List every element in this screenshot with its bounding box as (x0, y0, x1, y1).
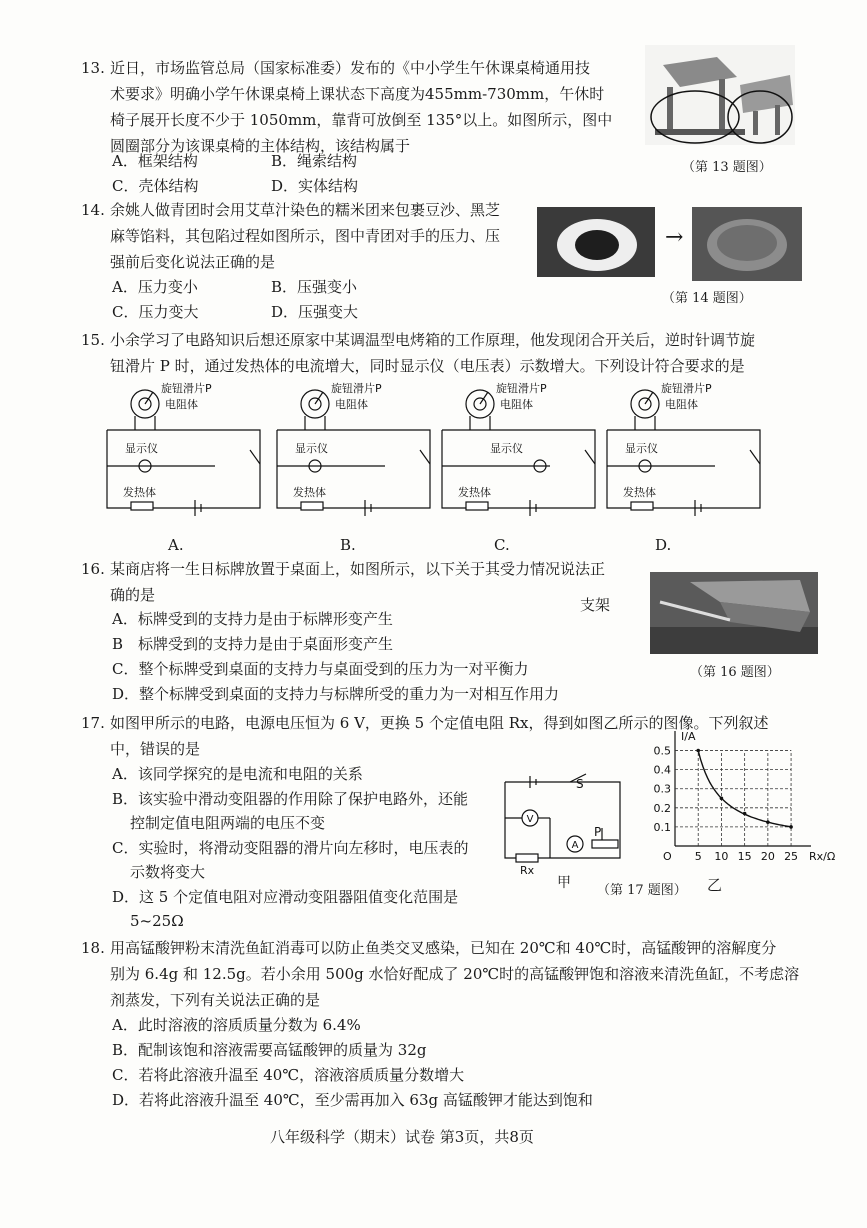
heater-label: 发热体 (623, 486, 656, 499)
switch-lever (420, 450, 430, 464)
resistor-label: 电阻体 (165, 398, 198, 411)
q18-option-d: D．若将此溶液升温至 40℃，至少需再加入 63g 高锰酸钾才能达到饱和 (112, 1091, 593, 1109)
q13-desk-chair-photo (645, 45, 795, 145)
q16-stand-label: 支架 (580, 596, 611, 614)
q17-option-a: A．该同学探究的是电流和电阻的关系 (112, 765, 363, 783)
q13-line-1: 近日，市场监管总局（国家标准委）发布的《中小学生午休课桌椅通用技 (110, 59, 591, 77)
q14-line-3: 强前后变化说法正确的是 (110, 253, 276, 271)
slider-label: 旋钮滑片P (331, 382, 382, 395)
switch-label: S (576, 777, 584, 791)
q15-option-c: C. (494, 536, 510, 554)
heater-resistor (631, 502, 653, 510)
q18-line-1: 用高锰酸钾粉末清洗鱼缸消毒可以防止鱼类交叉感染，已知在 20℃和 40℃时，高锰酸钾的溶解度分 (110, 939, 777, 957)
heater-resistor (301, 502, 323, 510)
q17-option-c-1: C．实验时，将滑动变阻器的滑片向左移时，电压表的 (112, 839, 469, 857)
q16-option-a: A．标牌受到的支持力是由于标牌形变产生 (112, 610, 393, 628)
resistor-label: 电阻体 (665, 398, 698, 411)
circuit-jia (505, 774, 620, 862)
y-tick-label: 0.2 (653, 801, 671, 815)
y-tick-label: 0.1 (653, 820, 671, 834)
data-point (720, 796, 724, 800)
q16-line-2: 确的是 (110, 586, 156, 604)
q18-option-a: A．此时溶液的溶质质量分数为 6.4% (112, 1016, 361, 1034)
q17-option-d-2: 5~25Ω (130, 912, 184, 930)
display-label: 显示仪 (625, 442, 658, 455)
q14-caption: （第 14 题图） (662, 291, 752, 306)
x-tick-label: 10 (714, 850, 729, 863)
heater-resistor (466, 502, 488, 510)
origin-label: O (663, 850, 672, 863)
q15-option-b: B. (340, 536, 356, 554)
rheostat (592, 840, 618, 848)
display-label: 显示仪 (295, 442, 328, 455)
q18-option-b: B．配制该饱和溶液需要高锰酸钾的质量为 32g (112, 1041, 427, 1059)
q17-caption: （第 17 题图） (597, 883, 687, 898)
q16-line-1: 某商店将一生日标牌放置于桌面上，如图所示，以下关于其受力情况说法正 (110, 560, 606, 578)
q16-number: 16. (81, 560, 105, 578)
x-tick-label: 5 (694, 850, 702, 863)
q14-line-1: 余姚人做青团时会用艾草汁染色的糯米团来包裹豆沙、黑芝 (110, 201, 501, 219)
q18-number: 18. (81, 939, 105, 957)
q13-number: 13. (81, 59, 105, 77)
q14-option-d: D．压强变大 (271, 303, 359, 321)
x-tick-label: 15 (737, 850, 752, 863)
q17-option-c-2: 示数将变大 (130, 863, 206, 881)
q17-chart-name: 乙 (707, 876, 723, 894)
y-tick-label: 0.3 (653, 782, 671, 796)
resistor-label: 电阻体 (335, 398, 368, 411)
q15-number: 15. (81, 331, 105, 349)
voltmeter-label: V (526, 814, 534, 825)
q15-circuit-diagrams (95, 380, 865, 520)
heater-label: 发热体 (458, 486, 491, 499)
circuit-labels (293, 381, 382, 499)
q14-option-a: A．压力变小 (112, 278, 198, 296)
circuit-labels (623, 381, 712, 499)
y-tick-label: 0.4 (653, 763, 671, 777)
q14-line-2: 麻等馅料，其包陷过程如图所示，图中青团对手的压力、压 (110, 227, 501, 245)
q13-line-4: 圆圈部分为该课桌椅的主体结构，该结构属于 (110, 137, 411, 155)
q13-option-c: C．壳体结构 (112, 177, 199, 195)
x-axis-label: Rx/Ω (809, 850, 835, 863)
slider-label: P (594, 825, 602, 839)
resistor-rx (516, 854, 538, 862)
q16-option-d: D．整个标牌受到桌面的支持力与标牌所受的重力为一对相互作用力 (112, 685, 560, 703)
heater-label: 发热体 (293, 486, 326, 499)
heater-resistor (131, 502, 153, 510)
switch-lever (250, 450, 260, 464)
q16-caption: （第 16 题图） (690, 665, 780, 680)
x-tick-label: 25 (784, 850, 799, 863)
data-point (743, 812, 747, 816)
slider-label: 旋钮滑片P (161, 382, 212, 395)
q13-option-a: A．框架结构 (112, 152, 198, 170)
q18-option-c: C．若将此溶液升温至 40℃，溶液溶质质量分数增大 (112, 1066, 465, 1084)
q18-line-2: 别为 6.4g 和 12.5g。若小余用 500g 水恰好配成了 20℃时的高锰酸钾饱和溶液来清洗鱼缸，不考虑溶 (110, 965, 800, 983)
q17-number: 17. (81, 714, 105, 732)
q13-line-2: 术要求》明确小学午休课桌椅上课状态下高度为455mm-730mm，午休时 (110, 85, 605, 103)
y-tick-label: 0.5 (653, 744, 671, 758)
q16-option-c: C．整个标牌受到桌面的支持力与桌面受到的压力为一对平衡力 (112, 660, 529, 678)
q17-chart-yi (640, 728, 835, 878)
q17-circuit-name: 甲 (557, 875, 571, 891)
x-tick-label: 20 (760, 850, 775, 863)
circuit-labels (123, 381, 212, 499)
data-point (789, 825, 793, 829)
slider-label: 旋钮滑片P (661, 382, 712, 395)
q14-option-c: C．压力变大 (112, 303, 199, 321)
q13-option-d: D．实体结构 (271, 177, 359, 195)
q14-option-b: B．压强变小 (271, 278, 358, 296)
q15-line-2: 钮滑片 P 时，通过发热体的电流增大，同时显示仪（电压表）示数增大。下列设计符合要求的是 (110, 357, 745, 375)
slider-label: 旋钮滑片P (496, 382, 547, 395)
q16-sign-photo (650, 572, 818, 654)
circuit-labels (458, 381, 547, 499)
ammeter-label: A (571, 840, 579, 851)
q18-line-3: 剂蒸发，下列有关说法正确的是 (110, 991, 321, 1009)
q16-option-b: B 标牌受到的支持力是由于桌面形变产生 (112, 635, 394, 653)
resistor-label: 电阻体 (500, 398, 533, 411)
q17-line-1: 如图甲所示的电路，电源电压恒为 6 V，更换 5 个定值电阻 Rx，得到如图乙所示的图像。下列叙述 (110, 714, 769, 732)
q13-line-3: 椅子展开长度不少于 1050mm，靠背可放倒至 135°以上。如图所示，图中 (110, 111, 613, 129)
q14-photo-before (537, 207, 655, 277)
q17-option-b-2: 控制定值电阻两端的电压不变 (130, 814, 326, 832)
data-point (696, 749, 700, 753)
q17-option-b-1: B．该实验中滑动变阻器的作用除了保护电路外，还能 (112, 790, 469, 808)
q13-option-b: B．绳索结构 (271, 152, 358, 170)
rx-label: Rx (520, 864, 535, 877)
q14-number: 14. (81, 201, 105, 219)
y-axis-label: I/A (681, 730, 696, 743)
switch-lever (750, 450, 760, 464)
q13-caption: （第 13 题图） (682, 160, 772, 175)
switch-lever (585, 450, 595, 464)
q17-line-2: 中，错误的是 (110, 740, 201, 758)
q15-option-d: D. (655, 536, 672, 554)
q17-circuit-jia (490, 762, 630, 882)
page-footer: 八年级科学（期末）试卷 第3页，共8页 (270, 1128, 534, 1146)
display-label: 显示仪 (125, 442, 158, 455)
data-point (766, 820, 770, 824)
q15-line-1: 小余学习了电路知识后想还原家中某调温型电烤箱的工作原理，他发现闭合开关后，逆时针调节旋 (110, 331, 756, 349)
q14-photo-after (692, 207, 802, 281)
q17-option-d-1: D．这 5 个定值电阻对应滑动变阻器阻值变化范围是 (112, 888, 459, 906)
display-label: 显示仪 (490, 442, 523, 455)
q15-option-a: A. (168, 536, 184, 554)
heater-label: 发热体 (123, 486, 156, 499)
arrow-icon: → (665, 225, 684, 250)
